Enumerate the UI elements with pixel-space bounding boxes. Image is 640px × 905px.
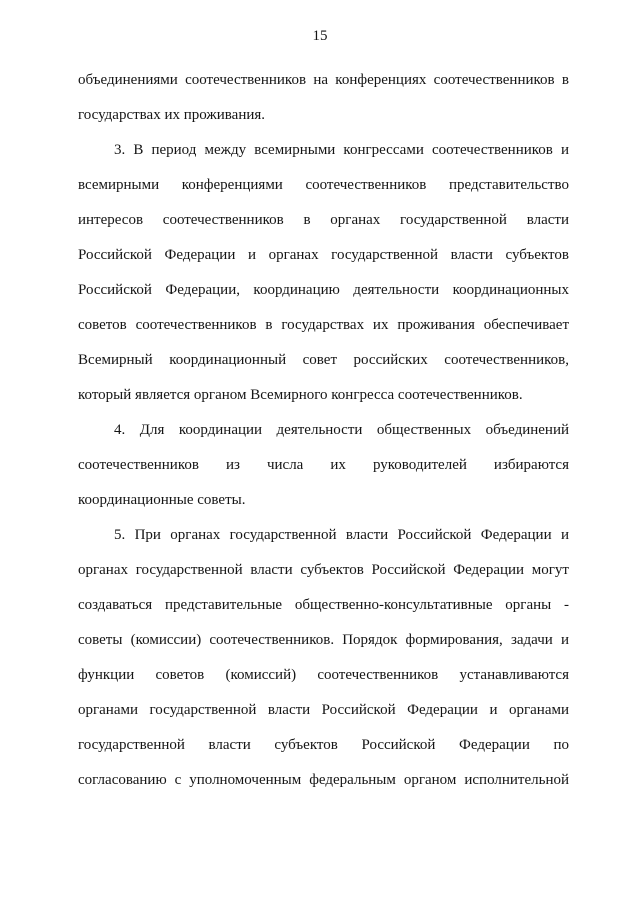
text-line: Российской Федерации и органах государственной власти субъектов	[78, 247, 569, 263]
text-line: органах государственной власти субъектов Российской Федерации могут	[78, 562, 569, 578]
text-line: функции советов (комиссий) соотечественников устанавливаются	[78, 667, 569, 683]
text-line: государствах их проживания.	[78, 107, 266, 123]
text-line: советы (комиссии) соотечественников. Порядок формирования, задачи и	[78, 632, 569, 648]
text-line: государственной власти субъектов Российской Федерации по	[78, 737, 569, 753]
text-line: создаваться представительные общественно-консультативные органы -	[78, 597, 569, 613]
text-line: Российской Федерации, координацию деятельности координационных	[78, 282, 569, 298]
document-body	[0, 63, 640, 798]
text-line: интересов соотечественников в органах государственной власти	[78, 212, 569, 228]
text-line: органами государственной власти Российской Федерации и органами	[78, 702, 569, 718]
text-line: Всемирный координационный совет российских соотечественников,	[78, 352, 569, 368]
text-line: 4. Для координации деятельности общественных объединений	[114, 422, 569, 438]
text-line: 3. В период между всемирными конгрессами соотечественников и	[114, 142, 569, 158]
text-line: координационные советы.	[78, 492, 246, 508]
page-number: 15	[312, 28, 328, 44]
text-line: объединениями соотечественников на конференциях соотечественников в	[78, 72, 569, 88]
text-line: советов соотечественников в государствах их проживания обеспечивает	[78, 317, 569, 333]
text-line: соотечественников из числа их руководителей избираются	[78, 457, 569, 473]
text-line: всемирными конференциями соотечественников представительство	[78, 177, 569, 193]
text-line: который является органом Всемирного конгресса соотечественников.	[78, 387, 523, 403]
text-line: 5. При органах государственной власти Российской Федерации и	[114, 527, 569, 543]
text-line: согласованию с уполномоченным федеральным органом исполнительной	[78, 772, 569, 788]
